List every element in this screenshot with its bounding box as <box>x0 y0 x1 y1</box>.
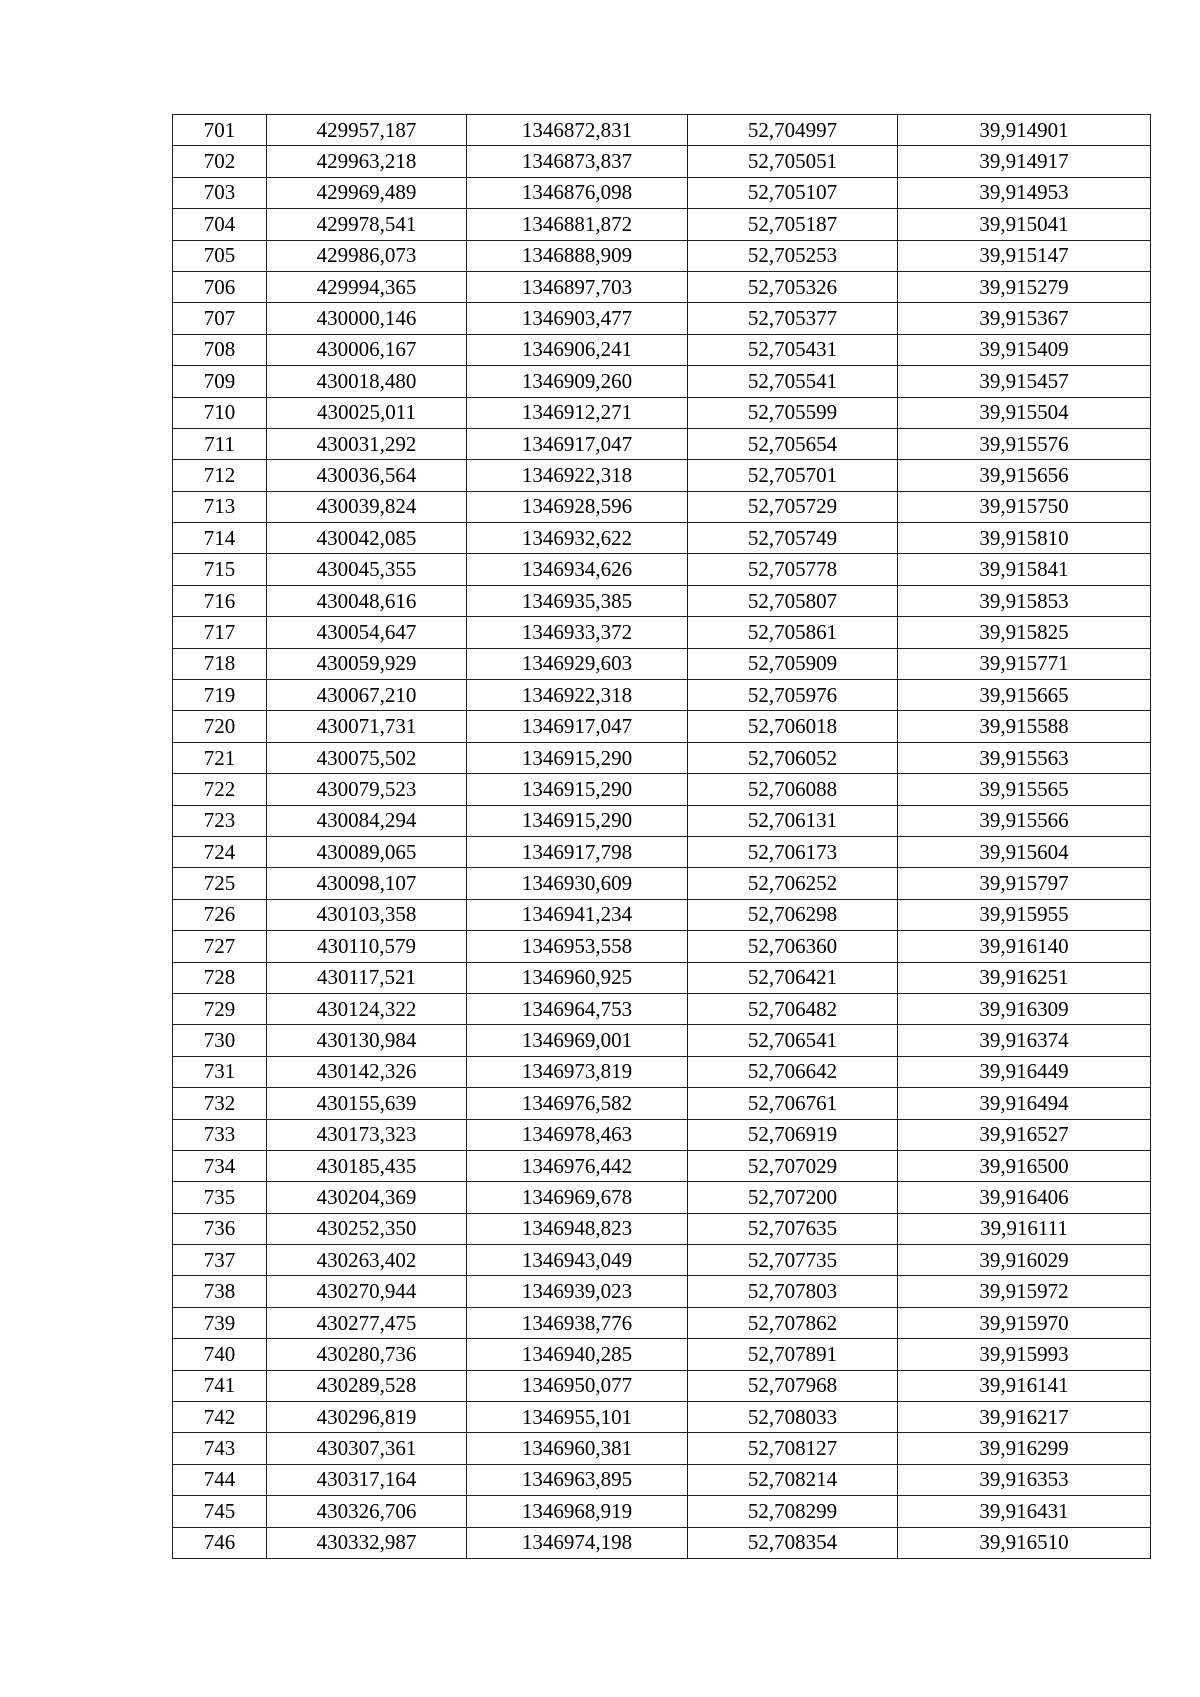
x-coordinate-cell: 430018,480 <box>267 366 467 397</box>
longitude-cell: 39,915810 <box>898 523 1151 554</box>
latitude-cell: 52,705051 <box>688 146 898 177</box>
point-number-cell: 712 <box>173 460 267 491</box>
latitude-cell: 52,708127 <box>688 1433 898 1464</box>
point-number-cell: 708 <box>173 334 267 365</box>
y-coordinate-cell: 1346872,831 <box>467 115 688 146</box>
longitude-cell: 39,916309 <box>898 993 1151 1024</box>
y-coordinate-cell: 1346929,603 <box>467 648 688 679</box>
x-coordinate-cell: 430045,355 <box>267 554 467 585</box>
point-number-cell: 742 <box>173 1402 267 1433</box>
point-number-cell: 735 <box>173 1182 267 1213</box>
point-number-cell: 740 <box>173 1339 267 1370</box>
latitude-cell: 52,706173 <box>688 836 898 867</box>
longitude-cell: 39,915972 <box>898 1276 1151 1307</box>
latitude-cell: 52,706642 <box>688 1056 898 1087</box>
table-row <box>173 711 1151 742</box>
longitude-cell: 39,916217 <box>898 1402 1151 1433</box>
longitude-cell: 39,915841 <box>898 554 1151 585</box>
y-coordinate-cell: 1346917,047 <box>467 428 688 459</box>
table-row <box>173 177 1151 208</box>
table-row <box>173 1025 1151 1056</box>
point-number-cell: 701 <box>173 115 267 146</box>
latitude-cell: 52,705107 <box>688 177 898 208</box>
longitude-cell: 39,916431 <box>898 1496 1151 1527</box>
longitude-cell: 39,915797 <box>898 868 1151 899</box>
table-row <box>173 1433 1151 1464</box>
table-row <box>173 146 1151 177</box>
y-coordinate-cell: 1346953,558 <box>467 931 688 962</box>
x-coordinate-cell: 430326,706 <box>267 1496 467 1527</box>
x-coordinate-cell: 430155,639 <box>267 1088 467 1119</box>
latitude-cell: 52,706421 <box>688 962 898 993</box>
longitude-cell: 39,915566 <box>898 805 1151 836</box>
table-row <box>173 1150 1151 1181</box>
point-number-cell: 716 <box>173 585 267 616</box>
latitude-cell: 52,707862 <box>688 1307 898 1338</box>
x-coordinate-cell: 430036,564 <box>267 460 467 491</box>
y-coordinate-cell: 1346955,101 <box>467 1402 688 1433</box>
x-coordinate-cell: 430117,521 <box>267 962 467 993</box>
latitude-cell: 52,705701 <box>688 460 898 491</box>
longitude-cell: 39,915576 <box>898 428 1151 459</box>
latitude-cell: 52,705187 <box>688 209 898 240</box>
y-coordinate-cell: 1346922,318 <box>467 460 688 491</box>
point-number-cell: 729 <box>173 993 267 1024</box>
longitude-cell: 39,915409 <box>898 334 1151 365</box>
y-coordinate-cell: 1346969,001 <box>467 1025 688 1056</box>
longitude-cell: 39,914917 <box>898 146 1151 177</box>
point-number-cell: 715 <box>173 554 267 585</box>
x-coordinate-cell: 429978,541 <box>267 209 467 240</box>
table-row <box>173 993 1151 1024</box>
y-coordinate-cell: 1346941,234 <box>467 899 688 930</box>
latitude-cell: 52,705541 <box>688 366 898 397</box>
x-coordinate-cell: 429994,365 <box>267 271 467 302</box>
table-row <box>173 1088 1151 1119</box>
x-coordinate-cell: 429957,187 <box>267 115 467 146</box>
table-row <box>173 271 1151 302</box>
y-coordinate-cell: 1346935,385 <box>467 585 688 616</box>
table-row <box>173 303 1151 334</box>
y-coordinate-cell: 1346976,582 <box>467 1088 688 1119</box>
table-row <box>173 1119 1151 1150</box>
point-number-cell: 739 <box>173 1307 267 1338</box>
x-coordinate-cell: 430054,647 <box>267 617 467 648</box>
longitude-cell: 39,916299 <box>898 1433 1151 1464</box>
latitude-cell: 52,706919 <box>688 1119 898 1150</box>
point-number-cell: 727 <box>173 931 267 962</box>
x-coordinate-cell: 429963,218 <box>267 146 467 177</box>
latitude-cell: 52,707735 <box>688 1245 898 1276</box>
y-coordinate-cell: 1346934,626 <box>467 554 688 585</box>
point-number-cell: 736 <box>173 1213 267 1244</box>
longitude-cell: 39,915147 <box>898 240 1151 271</box>
y-coordinate-cell: 1346969,678 <box>467 1182 688 1213</box>
x-coordinate-cell: 430071,731 <box>267 711 467 742</box>
x-coordinate-cell: 430277,475 <box>267 1307 467 1338</box>
latitude-cell: 52,705749 <box>688 523 898 554</box>
y-coordinate-cell: 1346922,318 <box>467 680 688 711</box>
point-number-cell: 724 <box>173 836 267 867</box>
latitude-cell: 52,706360 <box>688 931 898 962</box>
table-row <box>173 774 1151 805</box>
latitude-cell: 52,705253 <box>688 240 898 271</box>
point-number-cell: 744 <box>173 1464 267 1495</box>
table-row <box>173 585 1151 616</box>
y-coordinate-cell: 1346963,895 <box>467 1464 688 1495</box>
x-coordinate-cell: 430103,358 <box>267 899 467 930</box>
point-number-cell: 732 <box>173 1088 267 1119</box>
longitude-cell: 39,915665 <box>898 680 1151 711</box>
longitude-cell: 39,916251 <box>898 962 1151 993</box>
latitude-cell: 52,707029 <box>688 1150 898 1181</box>
x-coordinate-cell: 430142,326 <box>267 1056 467 1087</box>
table-row <box>173 1527 1151 1558</box>
latitude-cell: 52,707803 <box>688 1276 898 1307</box>
y-coordinate-cell: 1346881,872 <box>467 209 688 240</box>
y-coordinate-cell: 1346906,241 <box>467 334 688 365</box>
x-coordinate-cell: 430039,824 <box>267 491 467 522</box>
y-coordinate-cell: 1346888,909 <box>467 240 688 271</box>
point-number-cell: 737 <box>173 1245 267 1276</box>
y-coordinate-cell: 1346928,596 <box>467 491 688 522</box>
table-row <box>173 1182 1151 1213</box>
y-coordinate-cell: 1346912,271 <box>467 397 688 428</box>
point-number-cell: 714 <box>173 523 267 554</box>
x-coordinate-cell: 430025,011 <box>267 397 467 428</box>
longitude-cell: 39,916111 <box>898 1213 1151 1244</box>
point-number-cell: 720 <box>173 711 267 742</box>
latitude-cell: 52,708214 <box>688 1464 898 1495</box>
latitude-cell: 52,704997 <box>688 115 898 146</box>
latitude-cell: 52,706761 <box>688 1088 898 1119</box>
table-row <box>173 428 1151 459</box>
latitude-cell: 52,705431 <box>688 334 898 365</box>
longitude-cell: 39,915588 <box>898 711 1151 742</box>
point-number-cell: 719 <box>173 680 267 711</box>
x-coordinate-cell: 430075,502 <box>267 742 467 773</box>
x-coordinate-cell: 429986,073 <box>267 240 467 271</box>
longitude-cell: 39,916449 <box>898 1056 1151 1087</box>
x-coordinate-cell: 430042,085 <box>267 523 467 554</box>
table-row <box>173 1464 1151 1495</box>
y-coordinate-cell: 1346960,381 <box>467 1433 688 1464</box>
point-number-cell: 717 <box>173 617 267 648</box>
longitude-cell: 39,915993 <box>898 1339 1151 1370</box>
point-number-cell: 730 <box>173 1025 267 1056</box>
y-coordinate-cell: 1346974,198 <box>467 1527 688 1558</box>
y-coordinate-cell: 1346876,098 <box>467 177 688 208</box>
x-coordinate-cell: 430270,944 <box>267 1276 467 1307</box>
x-coordinate-cell: 430204,369 <box>267 1182 467 1213</box>
x-coordinate-cell: 430332,987 <box>267 1527 467 1558</box>
point-number-cell: 731 <box>173 1056 267 1087</box>
table-row <box>173 491 1151 522</box>
y-coordinate-cell: 1346915,290 <box>467 805 688 836</box>
table-row <box>173 868 1151 899</box>
longitude-cell: 39,915279 <box>898 271 1151 302</box>
point-number-cell: 743 <box>173 1433 267 1464</box>
point-number-cell: 713 <box>173 491 267 522</box>
point-number-cell: 718 <box>173 648 267 679</box>
longitude-cell: 39,915771 <box>898 648 1151 679</box>
x-coordinate-cell: 430130,984 <box>267 1025 467 1056</box>
table-row <box>173 648 1151 679</box>
table-row <box>173 240 1151 271</box>
longitude-cell: 39,916029 <box>898 1245 1151 1276</box>
y-coordinate-cell: 1346940,285 <box>467 1339 688 1370</box>
y-coordinate-cell: 1346960,925 <box>467 962 688 993</box>
y-coordinate-cell: 1346968,919 <box>467 1496 688 1527</box>
y-coordinate-cell: 1346930,609 <box>467 868 688 899</box>
y-coordinate-cell: 1346948,823 <box>467 1213 688 1244</box>
point-number-cell: 722 <box>173 774 267 805</box>
latitude-cell: 52,706052 <box>688 742 898 773</box>
y-coordinate-cell: 1346976,442 <box>467 1150 688 1181</box>
table-row <box>173 1213 1151 1244</box>
point-number-cell: 733 <box>173 1119 267 1150</box>
table-row <box>173 1496 1151 1527</box>
longitude-cell: 39,915656 <box>898 460 1151 491</box>
table-row <box>173 1402 1151 1433</box>
longitude-cell: 39,916527 <box>898 1119 1151 1150</box>
x-coordinate-cell: 430059,929 <box>267 648 467 679</box>
latitude-cell: 52,706252 <box>688 868 898 899</box>
table-row <box>173 931 1151 962</box>
y-coordinate-cell: 1346915,290 <box>467 774 688 805</box>
y-coordinate-cell: 1346964,753 <box>467 993 688 1024</box>
longitude-cell: 39,914901 <box>898 115 1151 146</box>
latitude-cell: 52,708299 <box>688 1496 898 1527</box>
latitude-cell: 52,706541 <box>688 1025 898 1056</box>
longitude-cell: 39,916353 <box>898 1464 1151 1495</box>
point-number-cell: 723 <box>173 805 267 836</box>
y-coordinate-cell: 1346973,819 <box>467 1056 688 1087</box>
longitude-cell: 39,915563 <box>898 742 1151 773</box>
latitude-cell: 52,705909 <box>688 648 898 679</box>
x-coordinate-cell: 430263,402 <box>267 1245 467 1276</box>
x-coordinate-cell: 430307,361 <box>267 1433 467 1464</box>
y-coordinate-cell: 1346917,047 <box>467 711 688 742</box>
point-number-cell: 728 <box>173 962 267 993</box>
latitude-cell: 52,705807 <box>688 585 898 616</box>
longitude-cell: 39,916500 <box>898 1150 1151 1181</box>
y-coordinate-cell: 1346933,372 <box>467 617 688 648</box>
point-number-cell: 726 <box>173 899 267 930</box>
longitude-cell: 39,915565 <box>898 774 1151 805</box>
x-coordinate-cell: 430185,435 <box>267 1150 467 1181</box>
latitude-cell: 52,707891 <box>688 1339 898 1370</box>
x-coordinate-cell: 430098,107 <box>267 868 467 899</box>
x-coordinate-cell: 430280,736 <box>267 1339 467 1370</box>
latitude-cell: 52,708354 <box>688 1527 898 1558</box>
table-row <box>173 742 1151 773</box>
x-coordinate-cell: 430317,164 <box>267 1464 467 1495</box>
x-coordinate-cell: 430067,210 <box>267 680 467 711</box>
y-coordinate-cell: 1346932,622 <box>467 523 688 554</box>
point-number-cell: 721 <box>173 742 267 773</box>
x-coordinate-cell: 430079,523 <box>267 774 467 805</box>
latitude-cell: 52,708033 <box>688 1402 898 1433</box>
latitude-cell: 52,705861 <box>688 617 898 648</box>
longitude-cell: 39,915970 <box>898 1307 1151 1338</box>
x-coordinate-cell: 430006,167 <box>267 334 467 365</box>
table-row <box>173 1339 1151 1370</box>
point-number-cell: 746 <box>173 1527 267 1558</box>
latitude-cell: 52,706482 <box>688 993 898 1024</box>
table-row <box>173 460 1151 491</box>
longitude-cell: 39,916141 <box>898 1370 1151 1401</box>
x-coordinate-cell: 429969,489 <box>267 177 467 208</box>
latitude-cell: 52,705654 <box>688 428 898 459</box>
x-coordinate-cell: 430173,323 <box>267 1119 467 1150</box>
longitude-cell: 39,914953 <box>898 177 1151 208</box>
point-number-cell: 702 <box>173 146 267 177</box>
table-row <box>173 334 1151 365</box>
longitude-cell: 39,915955 <box>898 899 1151 930</box>
point-number-cell: 707 <box>173 303 267 334</box>
longitude-cell: 39,915825 <box>898 617 1151 648</box>
latitude-cell: 52,705976 <box>688 680 898 711</box>
latitude-cell: 52,705778 <box>688 554 898 585</box>
longitude-cell: 39,915457 <box>898 366 1151 397</box>
table-row <box>173 836 1151 867</box>
y-coordinate-cell: 1346915,290 <box>467 742 688 773</box>
point-number-cell: 710 <box>173 397 267 428</box>
y-coordinate-cell: 1346909,260 <box>467 366 688 397</box>
x-coordinate-cell: 430084,294 <box>267 805 467 836</box>
table-row <box>173 805 1151 836</box>
y-coordinate-cell: 1346978,463 <box>467 1119 688 1150</box>
point-number-cell: 725 <box>173 868 267 899</box>
table-row <box>173 899 1151 930</box>
y-coordinate-cell: 1346917,798 <box>467 836 688 867</box>
x-coordinate-cell: 430089,065 <box>267 836 467 867</box>
longitude-cell: 39,915504 <box>898 397 1151 428</box>
table-row <box>173 1307 1151 1338</box>
x-coordinate-cell: 430289,528 <box>267 1370 467 1401</box>
y-coordinate-cell: 1346943,049 <box>467 1245 688 1276</box>
latitude-cell: 52,705326 <box>688 271 898 302</box>
y-coordinate-cell: 1346939,023 <box>467 1276 688 1307</box>
table-row <box>173 1276 1151 1307</box>
longitude-cell: 39,915604 <box>898 836 1151 867</box>
point-number-cell: 706 <box>173 271 267 302</box>
longitude-cell: 39,915367 <box>898 303 1151 334</box>
table-row <box>173 1370 1151 1401</box>
longitude-cell: 39,915041 <box>898 209 1151 240</box>
point-number-cell: 703 <box>173 177 267 208</box>
latitude-cell: 52,706088 <box>688 774 898 805</box>
y-coordinate-cell: 1346897,703 <box>467 271 688 302</box>
longitude-cell: 39,916374 <box>898 1025 1151 1056</box>
table-row <box>173 1056 1151 1087</box>
latitude-cell: 52,706298 <box>688 899 898 930</box>
longitude-cell: 39,916140 <box>898 931 1151 962</box>
x-coordinate-cell: 430031,292 <box>267 428 467 459</box>
longitude-cell: 39,915853 <box>898 585 1151 616</box>
table-row <box>173 680 1151 711</box>
latitude-cell: 52,705729 <box>688 491 898 522</box>
longitude-cell: 39,916494 <box>898 1088 1151 1119</box>
point-number-cell: 734 <box>173 1150 267 1181</box>
point-number-cell: 745 <box>173 1496 267 1527</box>
longitude-cell: 39,915750 <box>898 491 1151 522</box>
x-coordinate-cell: 430110,579 <box>267 931 467 962</box>
table-row <box>173 209 1151 240</box>
table-row <box>173 523 1151 554</box>
latitude-cell: 52,707635 <box>688 1213 898 1244</box>
point-number-cell: 705 <box>173 240 267 271</box>
table-row <box>173 1245 1151 1276</box>
latitude-cell: 52,707200 <box>688 1182 898 1213</box>
latitude-cell: 52,705599 <box>688 397 898 428</box>
table-row <box>173 366 1151 397</box>
point-number-cell: 711 <box>173 428 267 459</box>
x-coordinate-cell: 430296,819 <box>267 1402 467 1433</box>
point-number-cell: 704 <box>173 209 267 240</box>
y-coordinate-cell: 1346950,077 <box>467 1370 688 1401</box>
x-coordinate-cell: 430048,616 <box>267 585 467 616</box>
latitude-cell: 52,707968 <box>688 1370 898 1401</box>
x-coordinate-cell: 430000,146 <box>267 303 467 334</box>
coordinates-table <box>172 114 1151 1559</box>
y-coordinate-cell: 1346903,477 <box>467 303 688 334</box>
point-number-cell: 741 <box>173 1370 267 1401</box>
x-coordinate-cell: 430252,350 <box>267 1213 467 1244</box>
table-row <box>173 962 1151 993</box>
latitude-cell: 52,706018 <box>688 711 898 742</box>
table-row <box>173 617 1151 648</box>
y-coordinate-cell: 1346938,776 <box>467 1307 688 1338</box>
coordinates-table-body <box>173 115 1151 1559</box>
latitude-cell: 52,706131 <box>688 805 898 836</box>
y-coordinate-cell: 1346873,837 <box>467 146 688 177</box>
x-coordinate-cell: 430124,322 <box>267 993 467 1024</box>
table-row <box>173 397 1151 428</box>
table-row <box>173 554 1151 585</box>
table-row <box>173 115 1151 146</box>
longitude-cell: 39,916510 <box>898 1527 1151 1558</box>
point-number-cell: 738 <box>173 1276 267 1307</box>
point-number-cell: 709 <box>173 366 267 397</box>
longitude-cell: 39,916406 <box>898 1182 1151 1213</box>
latitude-cell: 52,705377 <box>688 303 898 334</box>
